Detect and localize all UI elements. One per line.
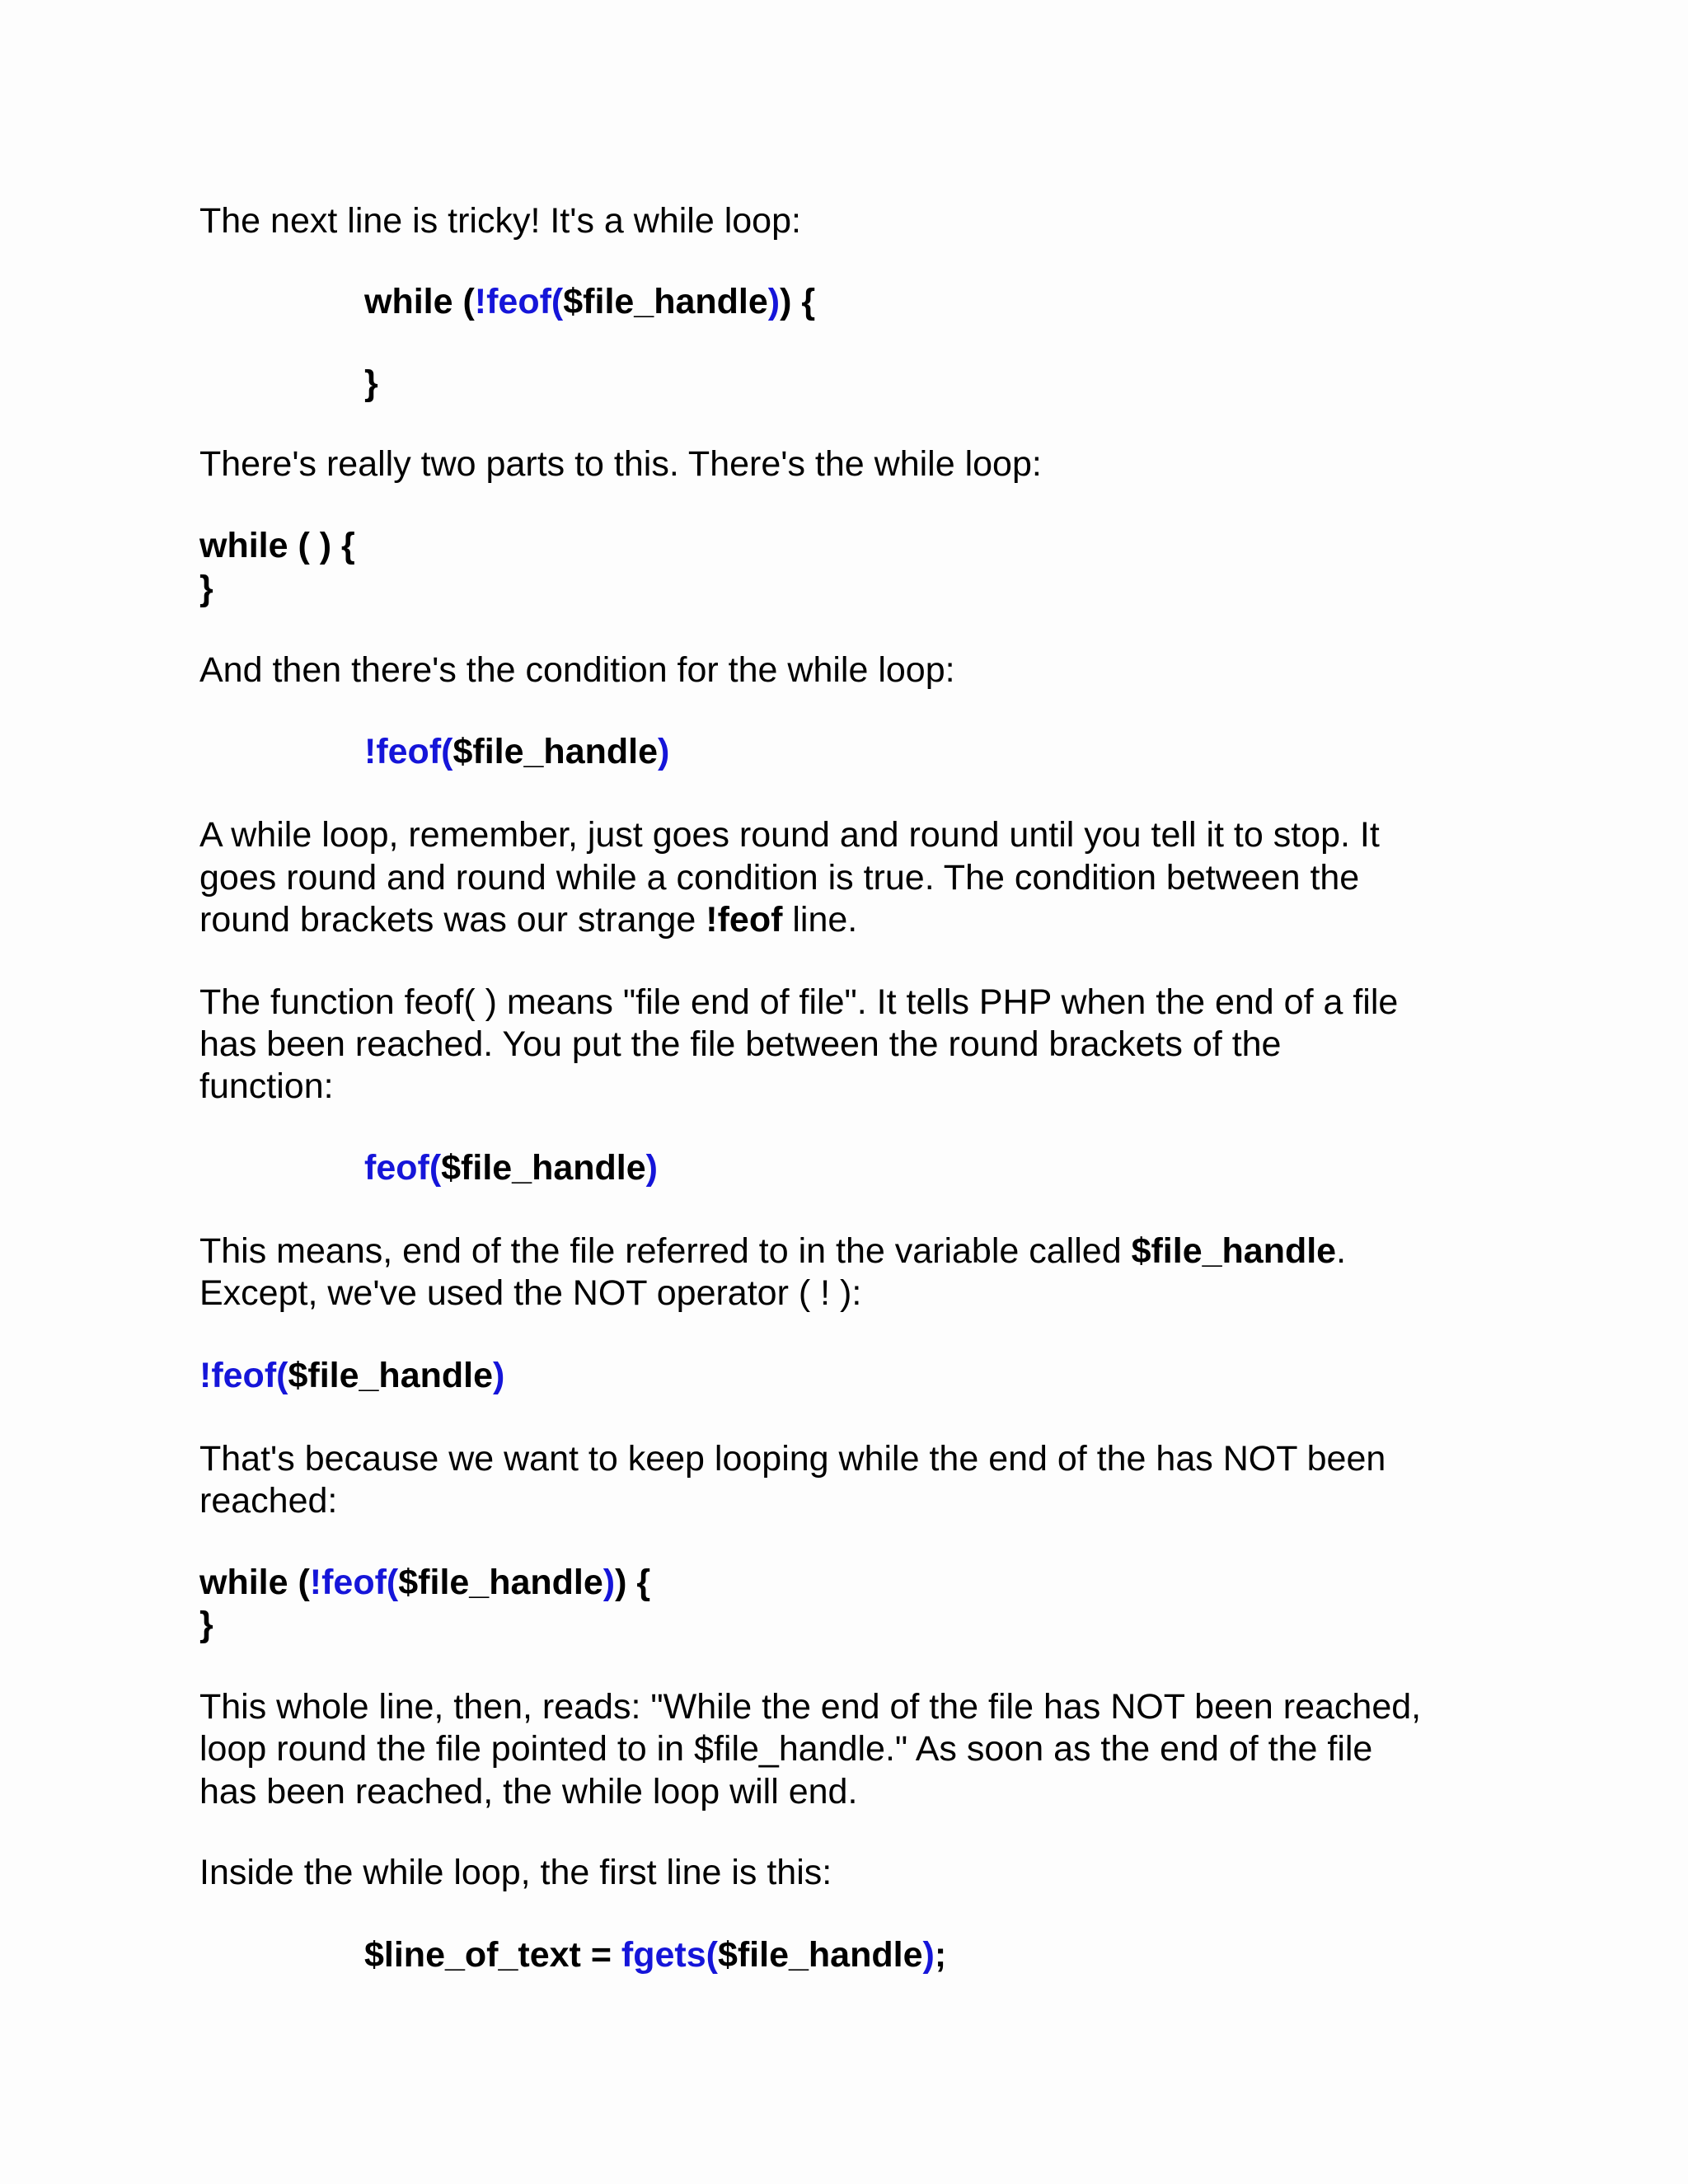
code-token: !feof( (474, 282, 564, 321)
paragraph-while-explained: goes round and round while a condition is true. The condition between the (199, 858, 1360, 898)
code-token: ) { (780, 282, 816, 321)
code-token: while ( (199, 1563, 310, 1602)
code-token: feof( (364, 1148, 442, 1188)
code-token: $file_handle (288, 1356, 493, 1395)
text-run: This means, end of the file referred to in the variable called (199, 1231, 1132, 1271)
code-token: ) (603, 1563, 616, 1602)
code-token: $file_handle (441, 1148, 646, 1188)
code-token: !feof( (309, 1563, 399, 1602)
code-token: !feof( (199, 1356, 288, 1395)
code-while-feof (199, 1561, 650, 1604)
code-closing-brace: } (364, 363, 378, 403)
paragraph-two-parts: There's really two parts to this. There's the while loop: (199, 444, 1042, 484)
paragraph-condition: And then there's the condition for the while loop: (199, 650, 955, 690)
code-token: !feof( (364, 732, 453, 771)
code-while-empty: while ( ) { (199, 526, 355, 565)
code-token: ) (922, 1935, 935, 1975)
paragraph-keep-looping: reached: (199, 1481, 338, 1521)
code-token: $file_handle (398, 1563, 603, 1602)
text-run: round brackets was our strange (199, 900, 706, 940)
code-token: ) { (615, 1563, 651, 1602)
paragraph-while-explained: A while loop, remember, just goes round and round until you tell it to stop. It (199, 815, 1380, 855)
paragraph-feof-function: has been reached. You put the file between the round brackets of the (199, 1024, 1282, 1064)
code-token: $file_handle (452, 732, 658, 771)
code-token: $file_handle (563, 282, 768, 321)
code-closing-brace: } (199, 569, 213, 608)
paragraph-inside-loop: Inside the while loop, the first line is this: (199, 1853, 832, 1892)
code-token: ; (934, 1935, 947, 1975)
code-token: ) (658, 732, 670, 771)
text-run-bold: $file_handle (1131, 1231, 1337, 1271)
paragraph-not-operator: Except, we've used the NOT operator ( ! ): (199, 1273, 862, 1313)
code-feof (364, 1146, 658, 1189)
code-not-feof (364, 730, 669, 773)
paragraph-keep-looping: That's because we want to keep looping while the end of the has NOT been (199, 1439, 1386, 1479)
code-fgets (364, 1933, 946, 1976)
paragraph-whole-line: has been reached, the while loop will end. (199, 1772, 858, 1811)
paragraph-while-explained (199, 898, 857, 941)
code-closing-brace: } (199, 1605, 213, 1644)
code-token: ) (645, 1148, 658, 1188)
code-token: ) (493, 1356, 505, 1395)
code-while-feof (364, 280, 815, 323)
text-run-bold: !feof (706, 900, 783, 940)
text-run: line. (782, 900, 858, 940)
code-token: $file_handle (717, 1935, 923, 1975)
code-token: ) (767, 282, 781, 321)
paragraph-whole-line: This whole line, then, reads: "While the end of the file has NOT been reached, (199, 1687, 1422, 1727)
paragraph-whole-line: loop round the file pointed to in $file_handle." As soon as the end of the file (199, 1729, 1373, 1769)
paragraph-not-operator (199, 1230, 1346, 1272)
text-run: . (1336, 1231, 1347, 1271)
paragraph-intro: The next line is tricky! It's a while loop: (199, 201, 801, 241)
code-token: fgets( (621, 1935, 718, 1975)
code-token: $line_of_text = (364, 1935, 621, 1975)
paragraph-feof-function: The function feof( ) means "file end of file". It tells PHP when the end of a file (199, 982, 1399, 1022)
code-token: while ( (364, 282, 475, 321)
paragraph-feof-function: function: (199, 1066, 334, 1106)
code-not-feof (199, 1354, 504, 1397)
